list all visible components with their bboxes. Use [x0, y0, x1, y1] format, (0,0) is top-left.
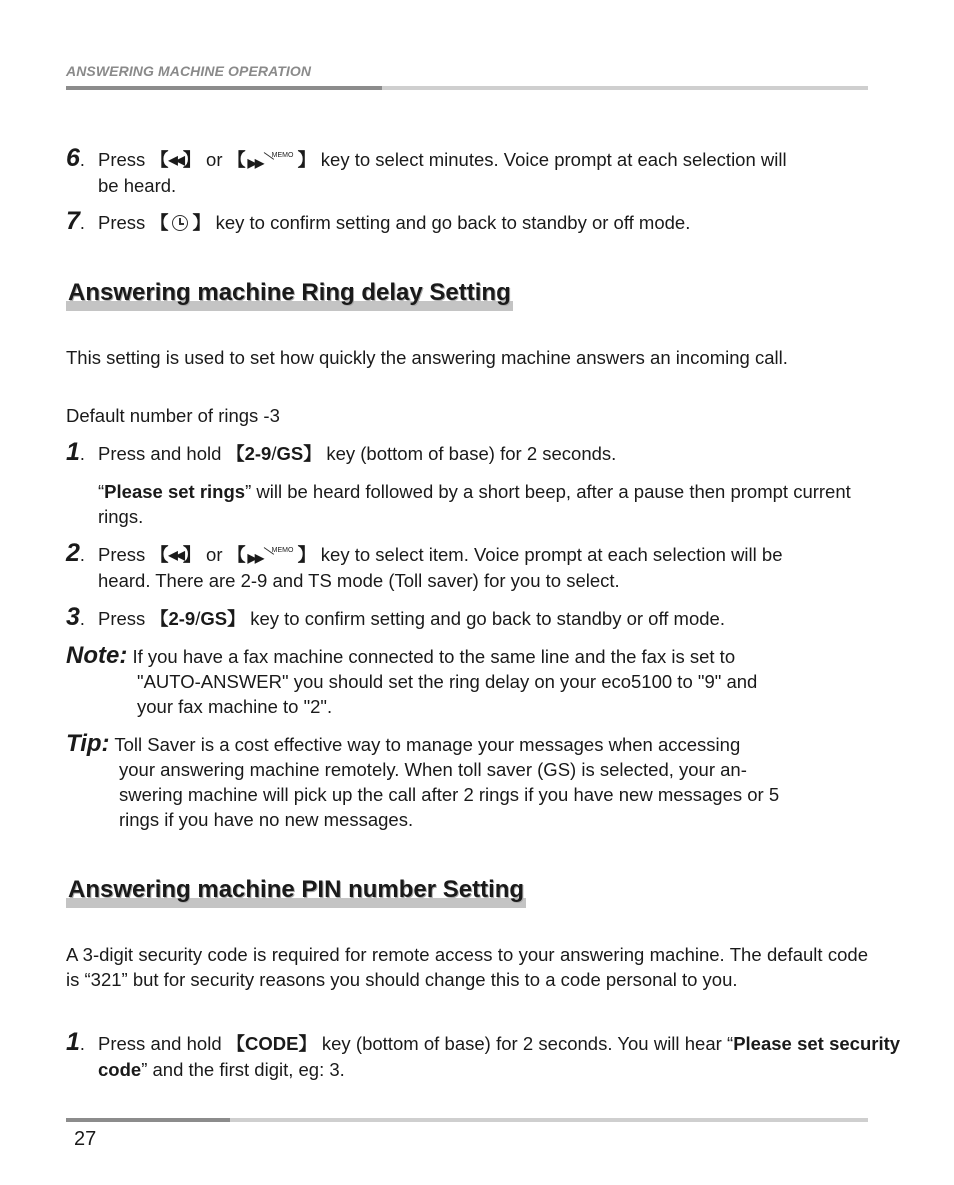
ring-step-1-sub: “Please set rings” will be heard followed by a short beep, after a pause then prompt current rings. — [98, 481, 851, 527]
step-number: 1. — [66, 438, 85, 466]
section-label: ANSWERING MACHINE OPERATION — [66, 63, 312, 79]
page-number: 27 — [74, 1128, 97, 1150]
step-number: 7. — [66, 207, 85, 235]
step-number: 2. — [66, 539, 85, 567]
pin-intro: A 3-digit security code is required for remote access to your answering machine. The default code is “321” but for security reasons you should change this to a code personal to you. — [66, 944, 868, 990]
default-rings: Default number of rings -3 — [66, 405, 280, 426]
rewind-icon: ◀◀ — [168, 153, 183, 167]
ring-step-2: 2. Press 【◀◀】 or 【 ▶▶ MEMO 】 key to select item. Voice prompt at each selection will be heard. There are 2-9 and TS mode (Toll saver) for you to select. — [66, 539, 783, 591]
step-7: 7. Press 【 】 key to confirm setting and go back to standby or off mode. — [66, 207, 691, 235]
ring-step-1: 1. Press and hold 【2-9/GS】 key (bottom of base) for 2 seconds. — [66, 438, 617, 466]
step-number: 1. — [66, 1028, 85, 1056]
section-heading-ring-delay: Answering machine Ring delay Setting — [66, 278, 513, 308]
forward-memo-icon: ▶▶ MEMO — [247, 152, 294, 170]
key-label: 2-9 — [244, 443, 272, 464]
step-number: 6. — [66, 144, 85, 172]
tip-continuation: your answering machine remotely. When toll saver (GS) is selected, your an- swering machine will pick up the call after 2 rings if you have new messages or 5 rings if you have no new messages. — [119, 759, 780, 830]
tip-label: Tip: — [66, 730, 110, 757]
ring-step-3: 3. Press 【2-9/GS】 key to confirm setting and go back to standby or off mode. — [66, 603, 725, 631]
note-block: Note: If you have a fax machine connected to the same line and the fax is set to — [66, 642, 736, 669]
note-continuation: "AUTO-ANSWER" you should set the ring delay on your eco5100 to "9" and your fax machine to "2". — [137, 671, 758, 717]
step-number: 3. — [66, 603, 85, 631]
footer-rule — [66, 1118, 868, 1122]
note-label: Note: — [66, 642, 128, 669]
step-6: 6. Press 【◀◀】 or 【 ▶▶ MEMO 】 key to select minutes. Voice prompt at each selection will be heard. — [66, 144, 787, 196]
header-rule — [66, 86, 868, 90]
clock-icon — [172, 215, 188, 231]
ring-delay-intro: This setting is used to set how quickly the answering machine answers an incoming call. — [66, 347, 788, 368]
section-heading-pin: Answering machine PIN number Setting — [66, 875, 526, 905]
pin-step-1: 1. Press and hold 【CODE】 key (bottom of base) for 2 seconds. You will hear “Please set security code” and the first digit, eg: 3. — [66, 1028, 901, 1080]
rewind-icon: ◀◀ — [168, 548, 183, 562]
tip-block: Tip: Toll Saver is a cost effective way to manage your messages when accessing — [66, 730, 741, 757]
forward-memo-icon: ▶▶ MEMO — [247, 547, 294, 565]
